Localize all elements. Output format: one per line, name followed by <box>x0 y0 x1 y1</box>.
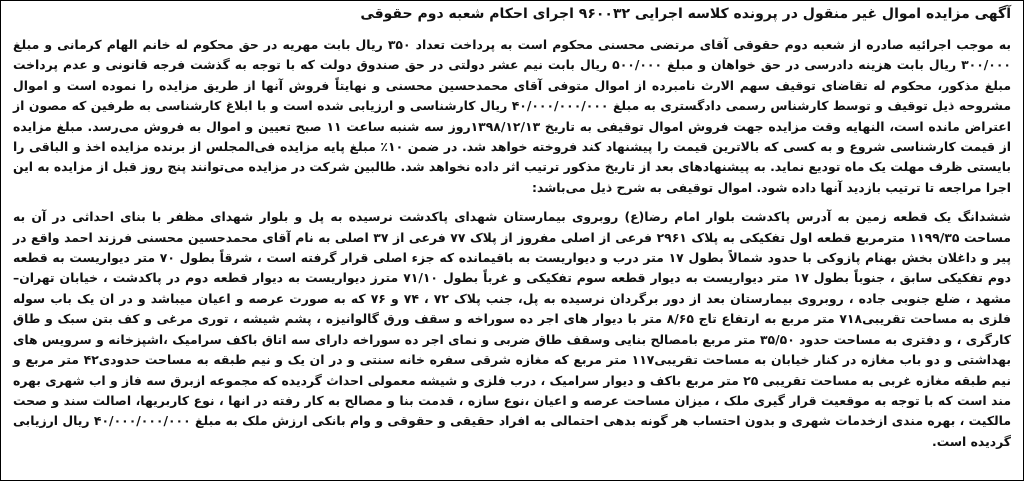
property-description-paragraph: ششدانگ یک قطعه زمین به آدرس پاکدشت بلوار امام رضا(ع) روبروی بیمارستان شهدای پاکدشت نرسیده به پل و بلوار شهدای مظفر با بنای احداثی در آن به مساحت ۱۱۹۹/۳۵ مترمربع قطعه اول تفکیکی به پلاک ۲۹۶۱ فرعی از اصلی مفروز از پلاک ۷۷ فرعی از ۳۷ اصلی به نام آقای محمدحسین محسنی فرزند احمد واقع در پیر و داغلان بخش بهنام پازوکی با حدود شمالاً بطول ۱۷ متر درب و دیواریست به باقیمانده که جزء اصلی قرار گرفته است ، شرقاً بطول ۷۰ متر دیواریست به قطعه دوم تفکیکی سابق ، جنوباً بطول ۱۷ متر دیواریست به دیوار قطعه سوم تفکیکی و غرباً بطول ۷۱/۱۰ مترز دیواریست به دیوار قطعه دوم در پاکدشت ، خیابان تهران–مشهد ، ضلع جنوبی جاده ، روبروی بیمارستان بعد از دور برگردان نرسیده به پل، جنب پلاک ۷۲ ، ۷۴ و ۷۶ که به صورت عرصه و اعیان میباشد و در ان یک باب سوله فلزی به مساحت تقریبی۷۱۸ متر مربع به ارتفاع تاج ۸/۶۵ متر با دیوار های اجر ده سوراخه و سقف ورق گالوانیزه ، پشم شیشه ، توری مرغی و کف بتن سبک و طاق کارگری ، و دفتری به مساحت حدود ۳۵/۵۰ متر مربع بامصالح بنایی وسقف طاق ضربی و نمای اجر ده سوراخه دارای سه اتاق باکف سرامیک ،اشپزخانه و سرویس های بهداشتی و دو باب مغازه در کنار خیابان به مساحت تقریبی۱۱۷ متر مربع که مغازه شرقی سفره خانه سنتی و در ان یک و نیم طبقه به مساحت حدودی۴۲ متر مربع و نیم طبقه مغازه غربی به مساحت تقریبی ۲۵ متر مربع باکف و دیوار سرامیک ، درب فلزی و شیشه معمولی احداث گردیده که مجموعه ازبرق سه فاز و اب شهری بهره مند است که با توجه به موقعیت قرار گیری ملک ، میزان مساحت عرصه و اعیان ،نوع سازه ، قدمت بنا و مصالح به کار رفته در انها ، نوع کاربریها، اصالت سند و صحت مالکیت ، بهره مندی ازخدمات شهری و بدون احتساب هر گونه بدهی احتمالی به افراد حقیقی و حقوقی و وام بانکی ارزش ملک به مبلغ ۴۰/۰۰۰/۰۰۰/۰۰۰ ریال ارزیابی گردیده است. <box>13 209 1012 449</box>
enforcement-paragraph: به موجب اجرائیه صادره از شعبه دوم حقوقی آقای مرتضی محسنی محکوم است به پرداخت تعداد ۳۵۰ ریال بابت مهریه در حق محکوم له خانم الهام کرمانی و مبلغ ۳۰۰/۰۰۰ ریال بابت هزینه دادرسی در حق خواهان و مبلغ ۵۰۰/۰۰۰ ریال بابت نیم عشر دولتی در حق صندوق دولت که با توجه به گذشت فرجه قانونی و عدم پرداخت مبلغ مذکور، محکوم له تقاضای توقیف سهم الارث نامبرده از اموال متوفی آقای محمدحسین محسنی و نهایتاً فروش آنها از طریق مزایده را نموده است و اموال مشروحه ذیل توقیف و توسط کارشناس رسمی دادگستری به مبلغ ۴۰/۰۰۰/۰۰۰/۰۰۰ ریال کارشناسی و ارزیابی شده است و با ابلاغ کارشناسی به طرفین که مصون از اعتراض مانده است، النهایه وقت مزایده جهت فروش اموال توقیفی به تاریخ ۱۳۹۸/۱۲/۱۳روز سه شنبه ساعت ۱۱ صبح تعیین و اموال به فروش می‌رسد. مبلغ مزایده از قیمت کارشناسی شروع و به کسی که بالاترین قیمت را پیشنهاد کند فروخته خواهد شد. در ضمن ۱۰٪ مبلغ پایه مزایده فی‌المجلس از برنده مزایده اخذ و الباقی را بایستی ظرف مهلت یک ماه تودیع نماید. به پیشنهادهای بعد از تاریخ مذکور ترتیب اثر داده نخواهد شد. طالبین شرکت در مزایده می‌توانند پنج روز قبل از مزایده به این اجرا مراجعه تا ترتیب بازدید آنها داده شود. اموال توقیفی به شرح ذیل می‌باشد: <box>13 37 1012 195</box>
notice-title: آگهی مزایده اموال غیر منقول در پرونده کلاسه اجرایی ۹۶۰۰۳۲ اجرای احکام شعبه دوم حقوقی <box>360 6 1011 22</box>
notice-body <box>1 1 1023 452</box>
